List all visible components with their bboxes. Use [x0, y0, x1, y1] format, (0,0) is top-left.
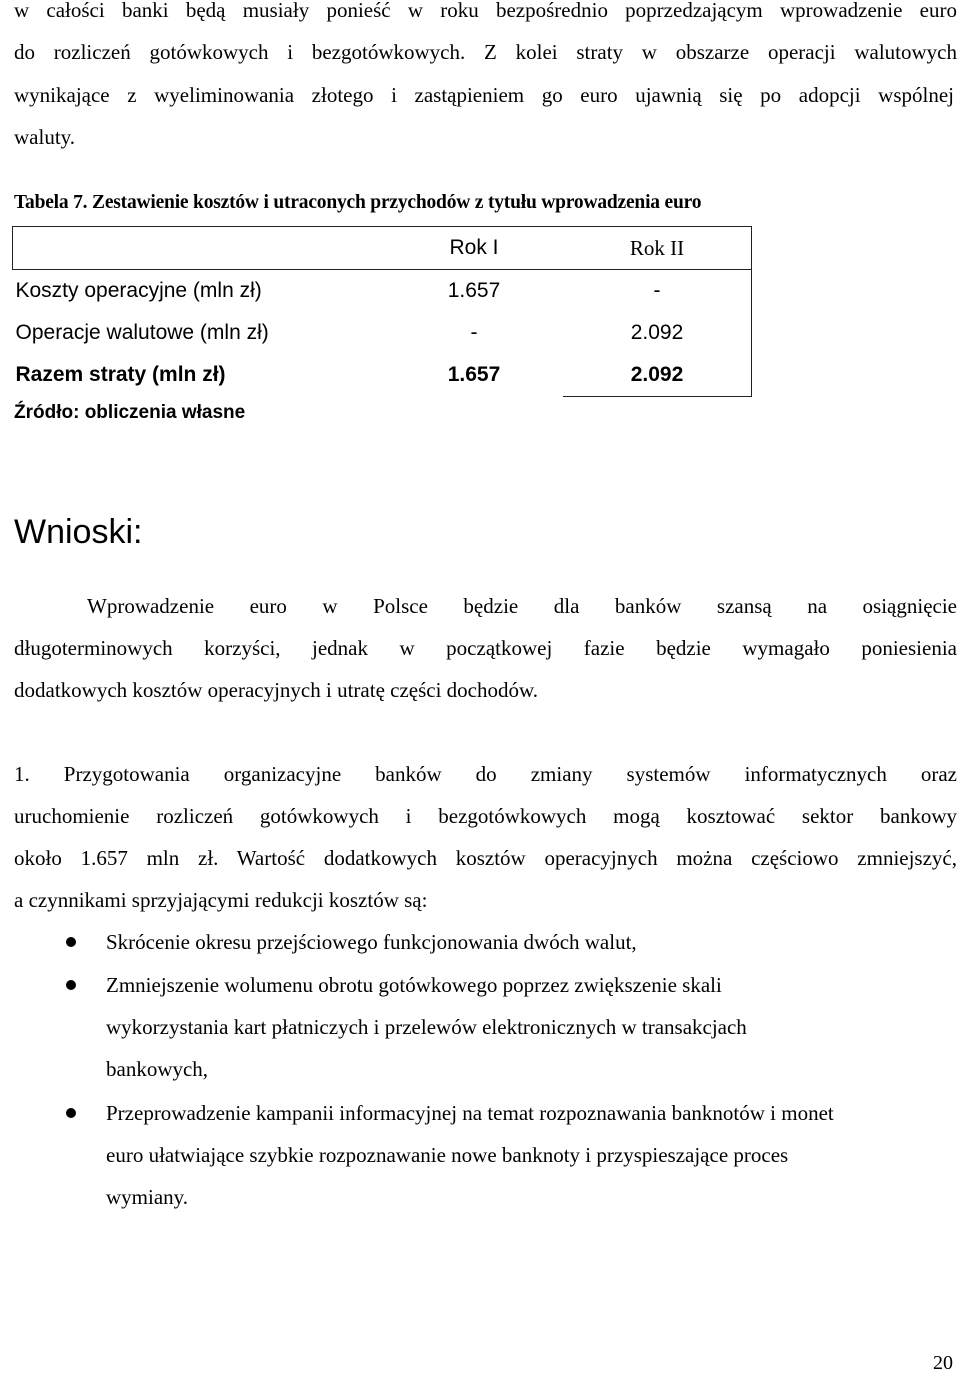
intro-line-1: w całości banki będą musiały ponieść w roku bezpośrednio poprzedzającym wprowadzenie euro	[14, 0, 957, 22]
table-row	[13, 312, 752, 354]
row-label: Operacje walutowe (mln zł)	[15, 321, 269, 344]
bullet-3-line-3: wymiany.	[106, 1185, 189, 1209]
intro-line-4: waluty.	[14, 125, 76, 149]
table-source: Źródło: obliczenia własne	[14, 402, 246, 423]
cost-table	[12, 226, 752, 397]
bullet-3-line-1: Przeprowadzenie kampanii informacyjnej na temat rozpoznawania banknotów i monet	[106, 1101, 834, 1125]
table-title: Tabela 7. Zestawienie kosztów i utraconych przychodów z tytułu wprowadzenia euro	[14, 192, 702, 213]
para2-line-4: a czynnikami sprzyjającymi redukcji kosztów są:	[14, 888, 428, 912]
bullet-3-line-2: euro ułatwiające szybkie rozpoznawanie nowe banknoty i przyspieszające proces	[106, 1143, 789, 1167]
table-header-row	[13, 227, 752, 270]
table-header-rok2: Rok II	[563, 227, 752, 270]
bullet-dot-icon	[66, 937, 76, 947]
table-total-row	[13, 354, 752, 397]
row-rok1: 1.657	[447, 279, 501, 302]
conclusions-heading: Wnioski:	[14, 513, 143, 551]
row-label: Koszty operacyjne (mln zł)	[15, 279, 262, 302]
bullet-1-line-1: Skrócenie okresu przejściowego funkcjonowania dwóch walut,	[106, 930, 637, 954]
para2-line-3: około 1.657 mln zł. Wartość dodatkowych kosztów operacyjnych można częściowo zmniejszyć,	[14, 846, 957, 870]
para2-line-2: uruchomienie rozliczeń gotówkowych i bezgotówkowych mogą kosztować sektor bankowy	[14, 804, 957, 828]
bullet-dot-icon	[66, 1108, 76, 1118]
para1-line-1: Wprowadzenie euro w Polsce będzie dla banków szansą na osiągnięcie	[87, 594, 957, 618]
bullet-2-line-3: bankowych,	[106, 1057, 209, 1081]
row-rok2: -	[563, 270, 752, 313]
row-rok2: 2.092	[563, 312, 752, 354]
page-number: 20	[933, 1352, 953, 1374]
row-rok2: 2.092	[563, 354, 752, 397]
row-rok1: 1.657	[447, 363, 501, 387]
intro-line-2: do rozliczeń gotówkowych i bezgotówkowych. Z kolei straty w obszarze operacji walutowych	[14, 40, 957, 64]
bullet-dot-icon	[66, 980, 76, 990]
row-rok1: -	[470, 321, 478, 344]
para2-line-1: 1. Przygotowania organizacyjne banków do zmiany systemów informatycznych oraz	[14, 762, 957, 786]
para1-line-3: dodatkowych kosztów operacyjnych i utratę części dochodów.	[14, 678, 539, 702]
table-header-empty	[13, 227, 386, 270]
row-label: Razem straty (mln zł)	[15, 363, 226, 387]
table-row	[13, 270, 752, 313]
bullet-2-line-1: Zmniejszenie wolumenu obrotu gotówkowego poprzez zwiększenie skali	[106, 973, 722, 997]
intro-line-3: wynikające z wyeliminowania złotego i zastąpieniem go euro ujawnią się po adopcji wspólnej	[14, 83, 954, 107]
table-header-rok1: Rok I	[385, 227, 563, 270]
bullet-2-line-2: wykorzystania kart płatniczych i przelewów elektronicznych w transakcjach	[106, 1015, 747, 1039]
para1-line-2: długoterminowych korzyści, jednak w początkowej fazie będzie wymagało poniesienia	[14, 636, 957, 660]
